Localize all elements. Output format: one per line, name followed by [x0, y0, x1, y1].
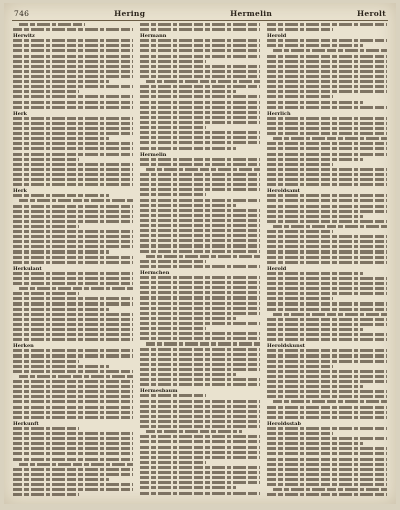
text-line	[13, 308, 109, 311]
text-line	[273, 137, 387, 140]
right-running-headword: Herolt	[357, 8, 386, 18]
text-line	[267, 127, 387, 130]
text-line	[13, 313, 133, 316]
text-line	[13, 95, 133, 98]
left-running-headword: Hering	[114, 8, 146, 18]
text-line	[140, 131, 260, 134]
text-line	[13, 178, 133, 181]
text-line	[140, 383, 260, 386]
entry-headword: Herken	[13, 343, 34, 350]
text-line	[13, 163, 133, 166]
text-line	[267, 302, 387, 305]
entry-headword: Herk	[13, 110, 28, 117]
text-line	[267, 468, 387, 471]
text-line	[267, 205, 387, 208]
text-line	[140, 85, 260, 88]
text-line	[13, 349, 133, 352]
text-line	[267, 230, 333, 233]
text-line	[140, 224, 260, 227]
entry-headword: Herkunft	[13, 420, 39, 427]
dictionary-page	[4, 3, 396, 504]
entry-headword: Herkulant	[13, 265, 42, 272]
text-line	[19, 463, 133, 466]
text-line	[267, 132, 387, 135]
text-line	[13, 338, 133, 341]
text-line	[13, 416, 133, 419]
text-line	[267, 153, 387, 156]
text-line	[13, 183, 133, 186]
text-line	[13, 292, 79, 295]
text-line	[267, 375, 387, 378]
text-line	[140, 348, 260, 351]
text-line	[13, 44, 133, 47]
text-line	[13, 328, 133, 331]
text-line	[140, 415, 260, 418]
text-line	[13, 256, 133, 259]
text-line	[140, 178, 260, 181]
text-line	[140, 101, 260, 104]
text-line	[140, 244, 260, 247]
text-line	[267, 458, 387, 461]
text-line	[13, 70, 133, 73]
text-line	[140, 188, 260, 191]
text-line	[273, 225, 387, 228]
text-line	[267, 117, 387, 120]
text-line	[140, 39, 260, 42]
text-line	[140, 332, 260, 335]
text-line	[13, 390, 133, 393]
text-line	[140, 219, 260, 222]
text-line	[267, 173, 387, 176]
text-line	[140, 44, 260, 47]
text-line	[13, 173, 133, 176]
text-line	[140, 425, 260, 428]
text-line	[13, 158, 79, 161]
text-line	[13, 153, 133, 156]
text-line	[13, 240, 133, 243]
text-line	[140, 405, 260, 408]
text-line	[140, 486, 236, 489]
text-line	[13, 210, 133, 213]
text-line	[13, 245, 133, 248]
text-line	[267, 427, 387, 430]
text-line	[13, 380, 133, 383]
text-line	[140, 291, 260, 294]
text-line	[146, 342, 260, 345]
text-line	[140, 296, 260, 299]
text-line	[267, 463, 387, 466]
text-line	[13, 65, 133, 68]
text-line	[13, 220, 133, 223]
text-line	[140, 400, 260, 403]
text-line	[140, 373, 236, 376]
entry-headword: Herrlich	[267, 110, 291, 117]
text-line	[140, 147, 236, 150]
text-line	[267, 220, 387, 223]
text-line	[267, 411, 387, 414]
text-line	[140, 353, 260, 356]
text-line	[140, 158, 260, 161]
text-line	[140, 60, 206, 63]
text-line	[13, 297, 133, 300]
text-line	[13, 478, 109, 481]
text-line	[140, 141, 260, 144]
text-line	[146, 168, 260, 171]
text-line	[267, 432, 333, 435]
text-line	[140, 65, 260, 68]
text-line	[140, 106, 260, 109]
page-header	[14, 7, 386, 19]
text-line	[140, 204, 236, 207]
text-line	[13, 365, 109, 368]
text-line	[140, 440, 260, 443]
text-line	[13, 147, 133, 150]
text-line	[267, 442, 363, 445]
text-line	[13, 142, 133, 145]
text-line	[140, 173, 260, 176]
text-line	[267, 323, 387, 326]
text-line	[267, 28, 333, 31]
text-line	[267, 365, 333, 368]
text-line	[267, 60, 387, 63]
text-line	[13, 452, 133, 455]
text-line	[140, 302, 260, 305]
text-line	[267, 282, 387, 285]
text-line	[267, 70, 387, 73]
text-line	[13, 117, 133, 120]
entry-headword: Herold	[267, 265, 287, 272]
text-line	[13, 483, 133, 486]
text-column-3	[267, 23, 387, 498]
text-line	[13, 333, 133, 336]
text-line	[140, 49, 260, 52]
text-line	[140, 476, 260, 479]
text-line	[267, 55, 387, 58]
entry-headword: Heroldskunst	[267, 343, 305, 350]
text-line	[19, 375, 133, 378]
text-column-1	[13, 23, 133, 498]
text-line	[140, 337, 260, 340]
text-line	[267, 406, 387, 409]
text-line	[267, 360, 387, 363]
text-line	[13, 127, 133, 130]
text-line	[140, 209, 260, 212]
text-line	[267, 106, 387, 109]
text-line	[267, 416, 387, 419]
text-line	[140, 75, 260, 78]
text-line	[140, 239, 260, 242]
text-line	[13, 205, 133, 208]
text-line	[13, 60, 133, 63]
text-line	[13, 395, 133, 398]
text-line	[140, 466, 260, 469]
text-line	[267, 39, 387, 42]
text-line	[140, 281, 260, 284]
text-line	[140, 461, 206, 464]
text-line	[140, 368, 260, 371]
text-line	[140, 121, 260, 124]
text-line	[13, 488, 133, 491]
page-number: 746	[14, 8, 30, 18]
text-line	[140, 435, 260, 438]
text-line	[140, 410, 260, 413]
text-line	[273, 313, 387, 316]
entry-headword: Hermesbaum	[140, 388, 178, 395]
text-line	[267, 292, 387, 295]
text-line	[13, 28, 133, 31]
text-line	[19, 199, 133, 202]
text-line	[140, 312, 260, 315]
text-line	[13, 122, 133, 125]
text-line	[140, 214, 260, 217]
text-line	[267, 370, 387, 373]
text-line	[140, 55, 260, 58]
text-line	[140, 358, 260, 361]
text-line	[13, 90, 79, 93]
text-line	[140, 90, 236, 93]
text-line	[140, 28, 260, 31]
entry-headword: Herwitz	[13, 33, 35, 40]
text-line	[13, 39, 133, 42]
text-line	[13, 282, 133, 285]
text-line	[267, 75, 387, 78]
text-line	[13, 447, 133, 450]
text-line	[267, 483, 387, 486]
text-line	[13, 215, 133, 218]
text-line	[267, 122, 387, 125]
text-line	[140, 307, 260, 310]
text-line	[13, 468, 133, 471]
text-line	[13, 49, 133, 52]
text-line	[13, 272, 133, 275]
center-running-headword: Hermelin	[230, 8, 273, 18]
text-line	[13, 437, 133, 440]
text-line	[267, 90, 387, 93]
text-line	[140, 199, 260, 202]
header-rule	[12, 20, 388, 21]
text-line	[19, 287, 133, 290]
text-line	[267, 328, 363, 331]
text-line	[273, 400, 387, 403]
text-line	[140, 136, 260, 139]
text-line	[267, 147, 387, 150]
text-line	[140, 265, 260, 268]
text-line	[13, 106, 133, 109]
text-line	[140, 276, 260, 279]
text-line	[140, 250, 260, 253]
text-line	[267, 215, 363, 218]
text-line	[140, 363, 260, 366]
text-line	[267, 261, 387, 264]
text-line	[267, 272, 363, 275]
text-line	[267, 85, 387, 88]
entry-headword: Hermann	[140, 33, 167, 40]
text-line	[140, 394, 206, 397]
text-line	[13, 493, 79, 496]
text-line	[267, 308, 387, 311]
text-line	[13, 406, 133, 409]
text-line	[140, 322, 260, 325]
text-line	[140, 193, 206, 196]
text-line	[267, 318, 387, 321]
text-line	[13, 80, 109, 83]
text-line	[146, 255, 260, 258]
text-line	[140, 317, 236, 320]
text-line	[267, 240, 387, 243]
text-line	[267, 385, 363, 388]
text-line	[146, 430, 242, 433]
text-line	[140, 451, 260, 454]
text-line	[140, 420, 260, 423]
text-line	[267, 447, 387, 450]
text-line	[140, 183, 260, 186]
text-column-2	[140, 23, 260, 498]
text-line	[267, 101, 363, 104]
text-line	[13, 230, 133, 233]
text-line	[267, 163, 333, 166]
text-line	[13, 168, 133, 171]
text-line	[140, 446, 260, 449]
text-line	[140, 70, 260, 73]
entry-headword: Heroldsamt	[267, 188, 300, 195]
text-line	[267, 354, 387, 357]
text-line	[267, 44, 363, 47]
text-line	[140, 23, 260, 26]
text-line	[19, 23, 85, 26]
text-line	[140, 234, 260, 237]
text-line	[267, 478, 387, 481]
entry-headword: Herk	[13, 188, 28, 195]
text-line	[267, 235, 387, 238]
text-line	[273, 49, 387, 52]
text-line	[13, 75, 133, 78]
text-line	[140, 378, 260, 381]
text-line	[13, 101, 133, 104]
text-line	[267, 80, 387, 83]
text-line	[267, 178, 387, 181]
text-line	[13, 85, 133, 88]
text-line	[140, 163, 260, 166]
text-line	[140, 456, 260, 459]
text-line	[13, 442, 133, 445]
text-line	[267, 338, 387, 341]
text-line	[140, 471, 260, 474]
text-line	[140, 327, 206, 330]
text-line	[267, 245, 387, 248]
text-line	[13, 225, 79, 228]
text-line	[140, 481, 260, 484]
text-line	[267, 158, 363, 161]
text-line	[13, 411, 133, 414]
text-line	[140, 229, 260, 232]
text-line	[267, 287, 387, 290]
entry-headword: Hermchen	[140, 270, 170, 277]
text-line	[140, 95, 260, 98]
text-line	[13, 400, 133, 403]
text-line	[13, 473, 133, 476]
text-line	[13, 318, 133, 321]
text-line	[13, 250, 109, 253]
entry-headword: Hermelin	[140, 151, 167, 158]
text-line	[267, 380, 387, 383]
text-line	[13, 132, 133, 135]
text-line	[13, 370, 133, 373]
text-line	[267, 168, 387, 171]
text-line	[267, 23, 387, 26]
text-line	[13, 137, 109, 140]
text-line	[267, 395, 387, 398]
entry-headword: Heroldsstab	[267, 420, 301, 427]
text-line	[267, 437, 387, 440]
text-line	[13, 354, 133, 357]
text-line	[267, 250, 387, 253]
entry-headword: Herold	[267, 33, 287, 40]
text-line	[267, 256, 387, 259]
text-line	[267, 493, 387, 496]
text-line	[267, 452, 387, 455]
text-line	[13, 385, 133, 388]
text-line	[13, 458, 133, 461]
text-line	[13, 432, 133, 435]
text-line	[267, 297, 333, 300]
text-line	[13, 277, 133, 280]
text-line	[267, 65, 387, 68]
text-line	[267, 333, 387, 336]
text-line	[13, 302, 133, 305]
text-line	[140, 260, 206, 263]
text-line	[140, 126, 206, 129]
text-line	[140, 286, 260, 289]
text-line	[267, 142, 387, 145]
text-line	[267, 390, 387, 393]
text-line	[13, 360, 79, 363]
text-line	[140, 111, 260, 114]
text-line	[146, 80, 260, 83]
text-line	[13, 427, 79, 430]
text-line	[13, 323, 133, 326]
text-line	[140, 492, 260, 495]
text-line	[140, 116, 260, 119]
text-line	[13, 261, 133, 264]
text-line	[267, 95, 333, 98]
text-line	[267, 210, 387, 213]
text-line	[267, 349, 387, 352]
text-line	[267, 199, 387, 202]
text-line	[13, 235, 133, 238]
text-line	[267, 183, 387, 186]
text-line	[267, 194, 387, 197]
text-line	[13, 55, 133, 58]
text-line	[267, 277, 387, 280]
text-line	[13, 194, 109, 197]
text-line	[267, 473, 387, 476]
text-line	[273, 488, 387, 491]
